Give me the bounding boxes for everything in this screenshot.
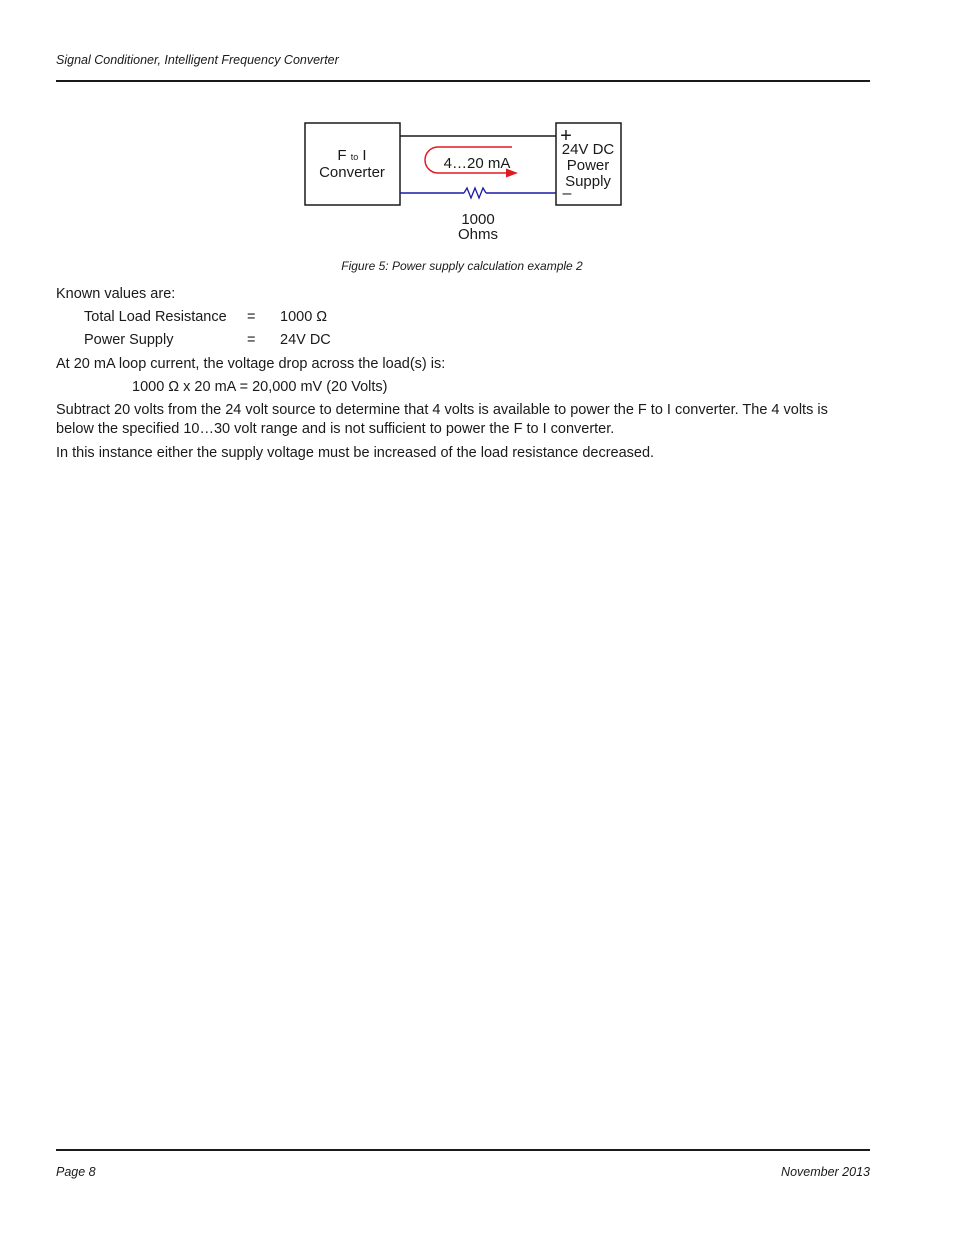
known-value-equals: = — [247, 309, 256, 325]
header-rule — [56, 80, 870, 82]
converter-label — [337, 147, 366, 164]
publication-date: November 2013 — [781, 1165, 870, 1179]
running-header-title: Signal Conditioner, Intelligent Frequency Converter — [56, 53, 339, 67]
conclusion-paragraph: In this instance either the supply voltage must be increased of the load resistance decreased. — [56, 445, 655, 461]
known-value-value: 1000 Ω — [280, 309, 328, 325]
known-value-label: Total Load Resistance — [84, 309, 227, 325]
voltage-drop-text: At 20 mA loop current, the voltage drop across the load(s) is: — [56, 356, 446, 372]
voltage-drop-formula: 1000 Ω x 20 mA = 20,000 mV (20 Volts) — [132, 379, 388, 395]
supply-minus-sign: – — [562, 185, 572, 202]
wiring-diagram — [290, 112, 650, 252]
known-value-equals: = — [247, 332, 256, 348]
known-value-value: 24V DC — [280, 332, 331, 348]
figure-caption: Figure 5: Power supply calculation example 2 — [341, 259, 583, 273]
page-number: Page 8 — [56, 1165, 96, 1179]
subtract-paragraph: Subtract 20 volts from the 24 volt source to determine that 4 volts is available to power the F to I converter. The 4 volts is below the specified 10…30 volt range and is not sufficient to power the F to I converter. — [56, 402, 828, 437]
current-label: 4…20 mA — [443, 155, 511, 172]
converter-label-to: to — [350, 152, 359, 162]
known-value-label: Power Supply — [84, 332, 174, 348]
supply-label-line1: 24V DC — [561, 141, 615, 158]
known-values-intro: Known values are: — [56, 286, 176, 302]
converter-label-line2: Converter — [319, 164, 385, 181]
converter-label-f: F — [337, 147, 347, 164]
resistor-symbol — [464, 188, 486, 198]
supply-label-line2: Power — [566, 157, 610, 174]
converter-label-i: I — [362, 147, 367, 164]
resistor-value-label: 1000 — [461, 211, 495, 228]
resistor-unit-label: Ohms — [457, 226, 499, 243]
footer-rule — [56, 1149, 870, 1151]
supply-plus-sign: + — [560, 125, 572, 147]
supply-label-line3: Supply — [565, 173, 611, 190]
